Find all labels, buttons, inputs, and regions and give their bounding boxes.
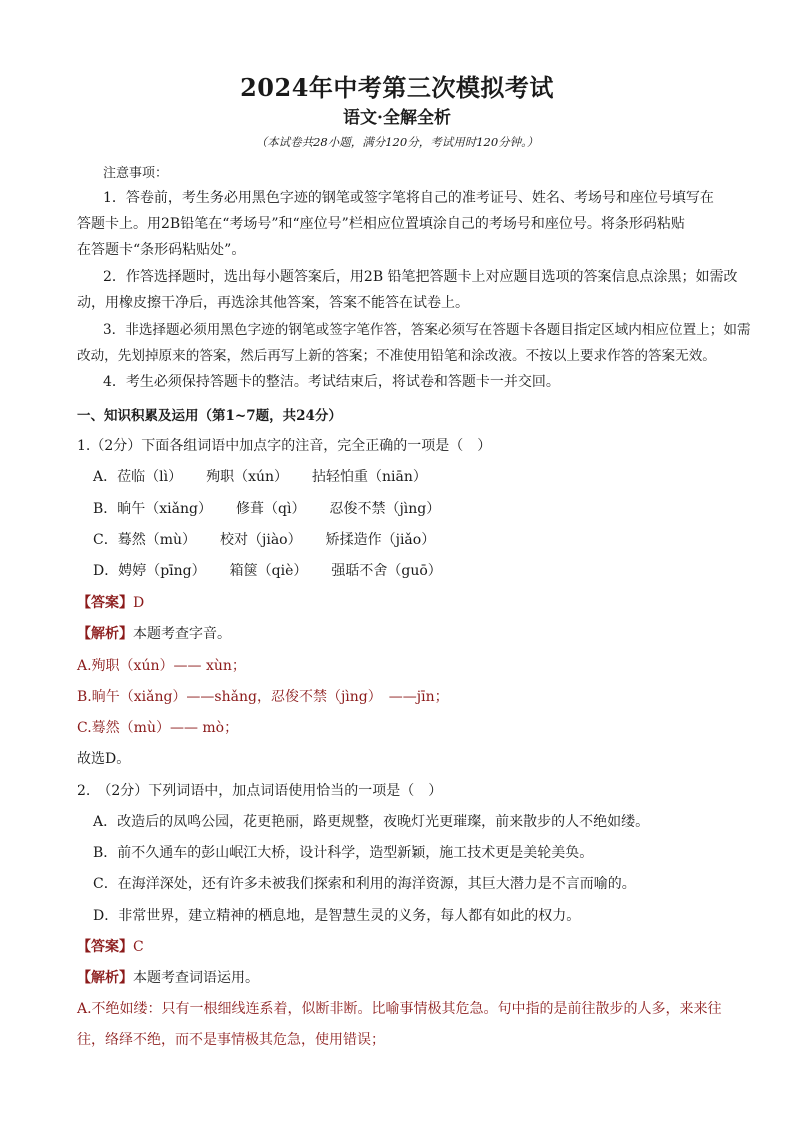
page-subtitle: 语文·全解全析: [343, 108, 451, 128]
question-1-option-a: [93, 466, 733, 486]
option-c-word-3: 矫揉造作（jiǎo）: [325, 532, 436, 548]
question-2-detail-line-1: A.不绝如缕：只有一根细线连系着，似断非断。比喻事情极其危急。句中指的是前往散步的人多，来来往: [77, 1001, 722, 1017]
option-c-word-1: C．蓦然（mù）: [93, 532, 197, 548]
option-a-word-2: 殉职（xún）: [206, 469, 289, 485]
question-1-option-d: [93, 560, 733, 580]
question-1-detail-c: C.蓦然（mù）—— mò；: [77, 720, 239, 736]
question-1-conclusion: 故选D。: [77, 751, 131, 767]
notice-line-5: 动，用橡皮擦干净后，再选涂其他答案，答案不能答在试卷上。: [77, 295, 469, 311]
notice-line-2: 答题卡上。用2B铅笔在“考场号”和“座位号”栏相应位置填涂自己的考场号和座位号。将条形码粘贴: [77, 216, 685, 232]
analysis-text: 本题考查字音。: [133, 626, 231, 642]
answer-value: D: [133, 595, 145, 611]
question-2-option-b: B．前不久通车的彭山岷江大桥，设计科学，造型新颖，施工技术更是美轮美奂。: [93, 845, 594, 861]
option-b-word-2: 修葺（qì）: [236, 501, 306, 517]
notice-line-3: 在答题卡“条形码粘贴处”。: [77, 242, 246, 258]
option-a-word-3: 拈轻怕重（niān）: [312, 469, 427, 485]
option-b-word-1: B．晌午（xiǎng）: [93, 501, 212, 517]
analysis-tag: 【解析】: [77, 970, 133, 986]
answer-tag: 【答案】: [77, 939, 133, 955]
question-1-detail-a: A.殉职（xún）—— xùn；: [77, 658, 246, 674]
question-1-option-b: [93, 498, 733, 518]
question-1-option-c: [93, 529, 733, 549]
notice-line-6: 3．非选择题必须用黑色字迹的钢笔或签字笔作答，答案必须写在答题卡各题目指定区域内相应位置上；如需: [103, 322, 751, 338]
notice-line-4: 2．作答选择题时，选出每小题答案后，用2B 铅笔把答题卡上对应题目选项的答案信息点涂黑；如需改: [103, 269, 738, 285]
option-d-word-3: 强聒不舍（guō）: [331, 563, 442, 579]
question-1-analysis: [77, 623, 717, 643]
answer-value: C: [133, 939, 144, 955]
option-c-word-2: 校对（jiào）: [220, 532, 302, 548]
question-2-answer: [77, 936, 717, 956]
question-2-option-d: D．非常世界，建立精神的栖息地，是智慧生灵的义务，每人都有如此的权力。: [93, 908, 581, 924]
notice-line-8: 4．考生必须保持答题卡的整洁。考试结束后，将试卷和答题卡一并交回。: [103, 374, 560, 390]
option-b-word-3: 忍俊不禁（jìng）: [329, 501, 441, 517]
notice-heading: 注意事项：: [103, 166, 169, 181]
analysis-text: 本题考查词语运用。: [133, 970, 259, 986]
option-d-word-1: D．娉婷（pīng）: [93, 563, 206, 579]
page-title: 2024年中考第三次模拟考试: [240, 73, 554, 102]
question-1-detail-b: B.晌午（xiǎng）——shǎng，忍俊不禁（jìng） ——jīn；: [77, 689, 449, 705]
answer-tag: 【答案】: [77, 595, 133, 611]
question-1-stem: 1.（2分）下面各组词语中加点字的注音，完全正确的一项是（ ）: [77, 438, 492, 454]
option-a-word-1: A．莅临（lì）: [93, 469, 183, 485]
question-1-answer: [77, 592, 717, 612]
question-2-option-c: C．在海洋深处，还有许多未被我们探索和利用的海洋资源，其巨大潜力是不言而喻的。: [93, 876, 636, 892]
analysis-tag: 【解析】: [77, 626, 133, 642]
question-2-detail-line-2: 往，络绎不绝，而不是事情极其危急，使用错误；: [77, 1032, 385, 1048]
notice-line-7: 改动，先划掉原来的答案，然后再写上新的答案；不准使用铅笔和涂改液。不按以上要求作答的答案无效。: [77, 348, 716, 364]
question-2-option-a: A．改造后的凤鸣公园，花更艳丽，路更规整，夜晚灯光更璀璨，前来散步的人不绝如缕。: [93, 814, 650, 830]
question-2-stem: 2. （2分）下列词语中，加点词语使用恰当的一项是（ ）: [77, 783, 443, 799]
notice-line-1: 1．答卷前，考生务必用黑色字迹的钢笔或签字笔将自己的准考证号、姓名、考场号和座位号填写在: [103, 190, 714, 206]
question-2-analysis: [77, 967, 717, 987]
option-d-word-2: 箱箧（qiè）: [229, 563, 308, 579]
section-heading: 一、知识积累及运用（第1~7题，共24分）: [77, 408, 342, 424]
exam-info-note: （本试卷共28小题，满分120分，考试用时120分钟。）: [255, 135, 539, 149]
